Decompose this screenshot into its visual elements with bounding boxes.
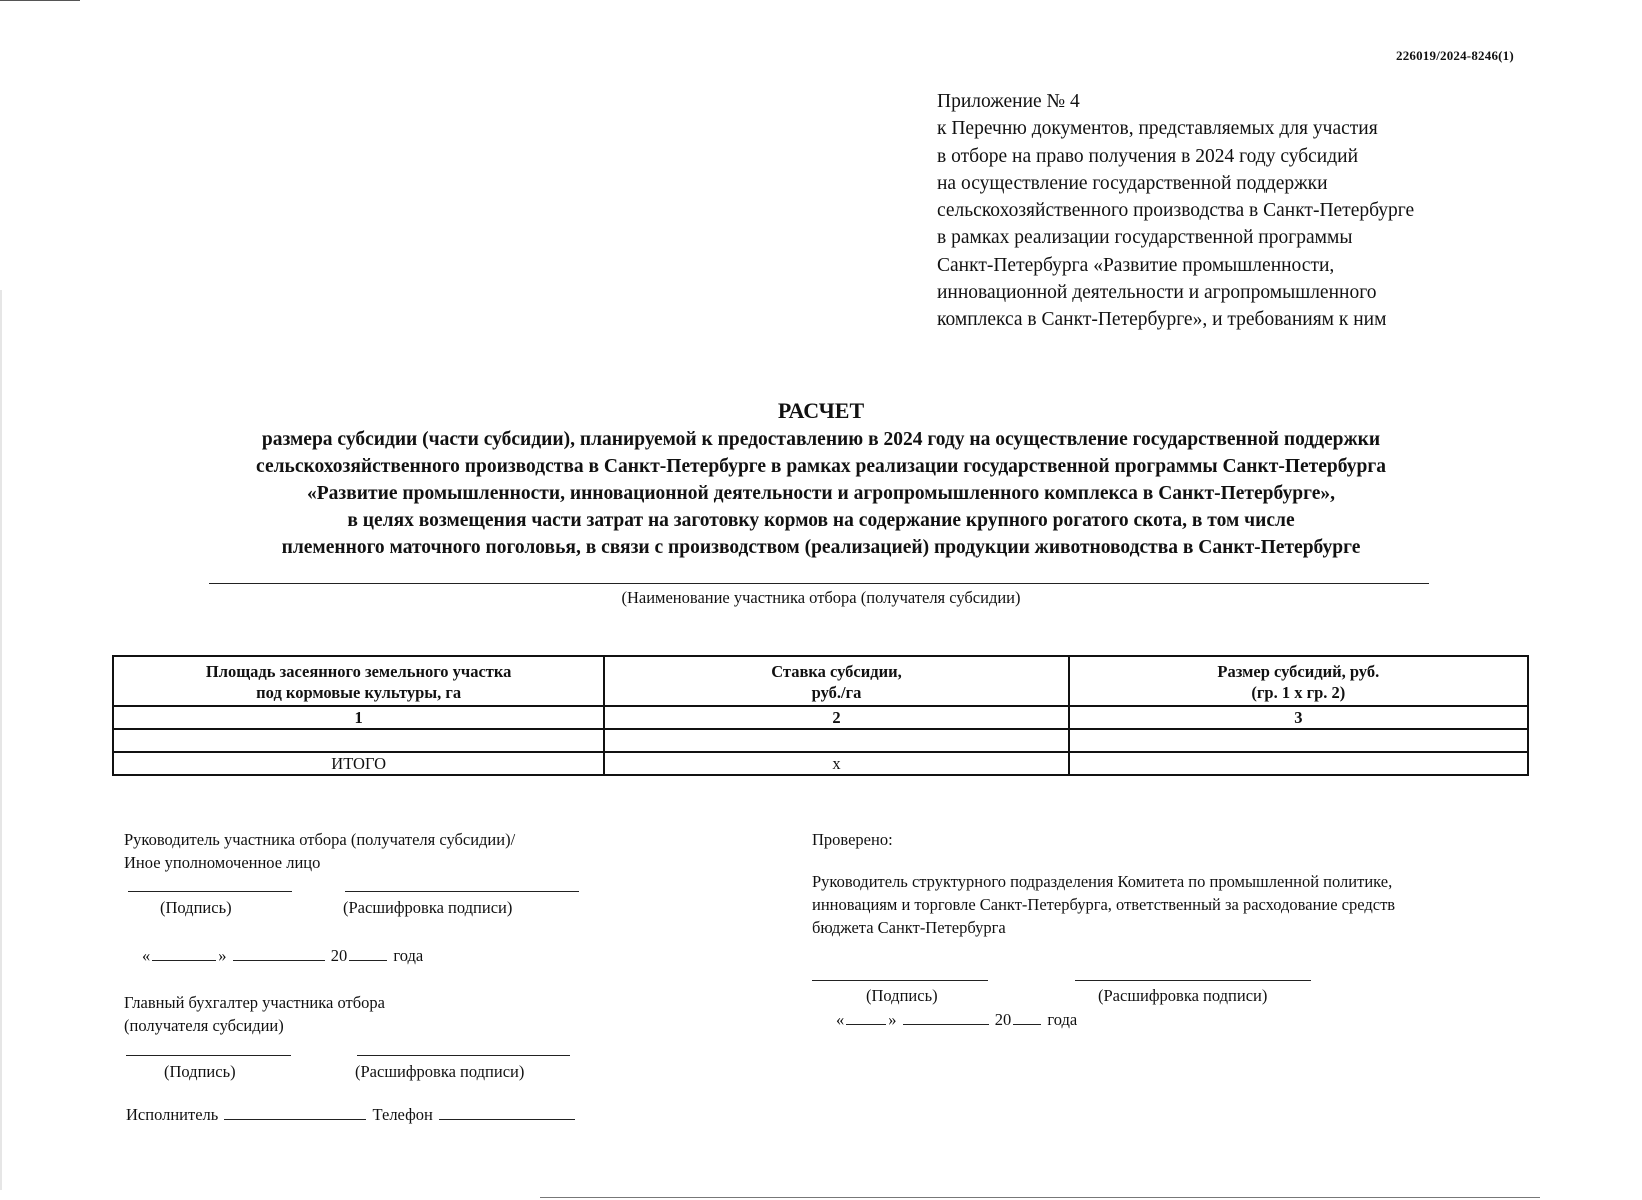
appendix-line: инновационной деятельности и агропромышленного [937,282,1377,304]
table-row [113,729,1528,752]
official-line: Руководитель структурного подразделения Комитета по промышленной политике, [812,872,1393,891]
official-date: « » 20 года [836,1010,1078,1029]
subtitle-line: размера субсидии (части субсидии), планируемой к предоставлению в 2024 году на осуществление государственной поддержки [261,429,1381,450]
year-field[interactable] [1013,1009,1041,1025]
appendix-title: Приложение № 4 [937,91,1080,112]
phone-field[interactable] [439,1104,575,1120]
year-field[interactable] [349,945,387,961]
appendix-line: в отборе на право получения в 2024 году субсидий [937,145,1359,167]
head-decoding-line[interactable] [345,891,579,892]
executor-field[interactable] [224,1104,366,1120]
head-date: « » 20 года [142,946,424,965]
scan-edge-mark [0,0,80,1]
column-number: 3 [1069,706,1528,729]
official-decoding-label: (Расшифровка подписи) [1098,986,1268,1005]
table-header-row [113,656,1528,706]
appendix-line: в рамках реализации государственной программы [937,227,1353,249]
subtitle-line: племенного маточного поголовья, в связи с производством (реализацией) продукции животноводства в Санкт-Петербурге [281,537,1361,558]
subtitle-line: в целях возмещения части затрат на заготовку кормов на содержание крупного рогатого скота, в том числе [347,510,1295,531]
day-field[interactable] [152,945,216,961]
month-field[interactable] [903,1009,989,1025]
participant-name-caption: (Наименование участника отбора (получателя субсидии) [621,588,1021,607]
accountant-signature-line[interactable] [126,1055,291,1056]
official-line: бюджета Санкт-Петербурга [812,918,1006,937]
accountant-title-line-1: Главный бухгалтер участника отбора [124,993,385,1012]
accountant-signature-label: (Подпись) [164,1062,236,1081]
head-signature-label: (Подпись) [160,898,232,917]
document-subtitle [0,426,1642,561]
month-field[interactable] [233,945,325,961]
appendix-line: сельскохозяйственного производства в Санкт-Петербурге [937,200,1415,222]
header-rate: Ставка субсидии, руб./га [604,656,1068,706]
day-field[interactable] [846,1009,886,1025]
head-signature-line[interactable] [128,891,292,892]
document-number: 226019/2024-8246(1) [1396,48,1514,63]
executor-row: Исполнитель Телефон [126,1104,577,1125]
appendix-line: комплекса в Санкт-Петербурге», и требованиям к ним [937,309,1387,331]
participant-name-field[interactable] [209,583,1429,584]
area-cell[interactable] [113,729,604,752]
head-decoding-label: (Расшифровка подписи) [343,898,513,917]
accountant-decoding-label: (Расшифровка подписи) [355,1062,525,1081]
column-number-row [113,706,1528,729]
appendix-block [937,88,1414,334]
head-title-line-2: Иное уполномоченное лицо [124,853,321,872]
rate-cell[interactable] [604,729,1068,752]
amount-cell[interactable] [1069,729,1528,752]
official-signature-line[interactable] [812,980,988,981]
subtitle-line: сельскохозяйственного производства в Санкт-Петербурге в рамках реализации государственной программы Санкт-Петербурга [256,456,1386,477]
total-rate-cell: х [604,752,1068,775]
checked-label: Проверено: [812,830,893,849]
scan-edge-shadow [0,290,2,1190]
column-number: 2 [604,706,1068,729]
appendix-line: Санкт-Петербурга «Развитие промышленности, [937,254,1335,276]
total-row [113,752,1528,775]
appendix-line: к Перечню документов, представляемых для участия [937,118,1378,140]
head-title-line-1: Руководитель участника отбора (получателя субсидии)/ [124,830,516,849]
total-label: ИТОГО [113,752,604,775]
appendix-line: на осуществление государственной поддержки [937,172,1328,194]
header-amount: Размер субсидий, руб. (гр. 1 x гр. 2) [1069,656,1528,706]
scan-bottom-edge [540,1197,1540,1198]
header-area: Площадь засеянного земельного участка под кормовые культуры, га [113,656,604,706]
official-decoding-line[interactable] [1075,980,1311,981]
document-title: РАСЧЕТ [777,398,865,423]
subtitle-line: «Развитие промышленности, инновационной деятельности и агропромышленного комплекса в Санкт-Петербурге», [307,483,1335,504]
accountant-title-line-2: (получателя субсидии) [124,1016,284,1035]
total-amount-cell[interactable] [1069,752,1528,775]
column-number: 1 [113,706,604,729]
official-line: инновациям и торговле Санкт-Петербурга, ответственный за расходование средств [812,895,1396,914]
subsidy-calculation-table [112,655,1529,776]
official-signature-label: (Подпись) [866,986,938,1005]
accountant-decoding-line[interactable] [357,1055,570,1056]
